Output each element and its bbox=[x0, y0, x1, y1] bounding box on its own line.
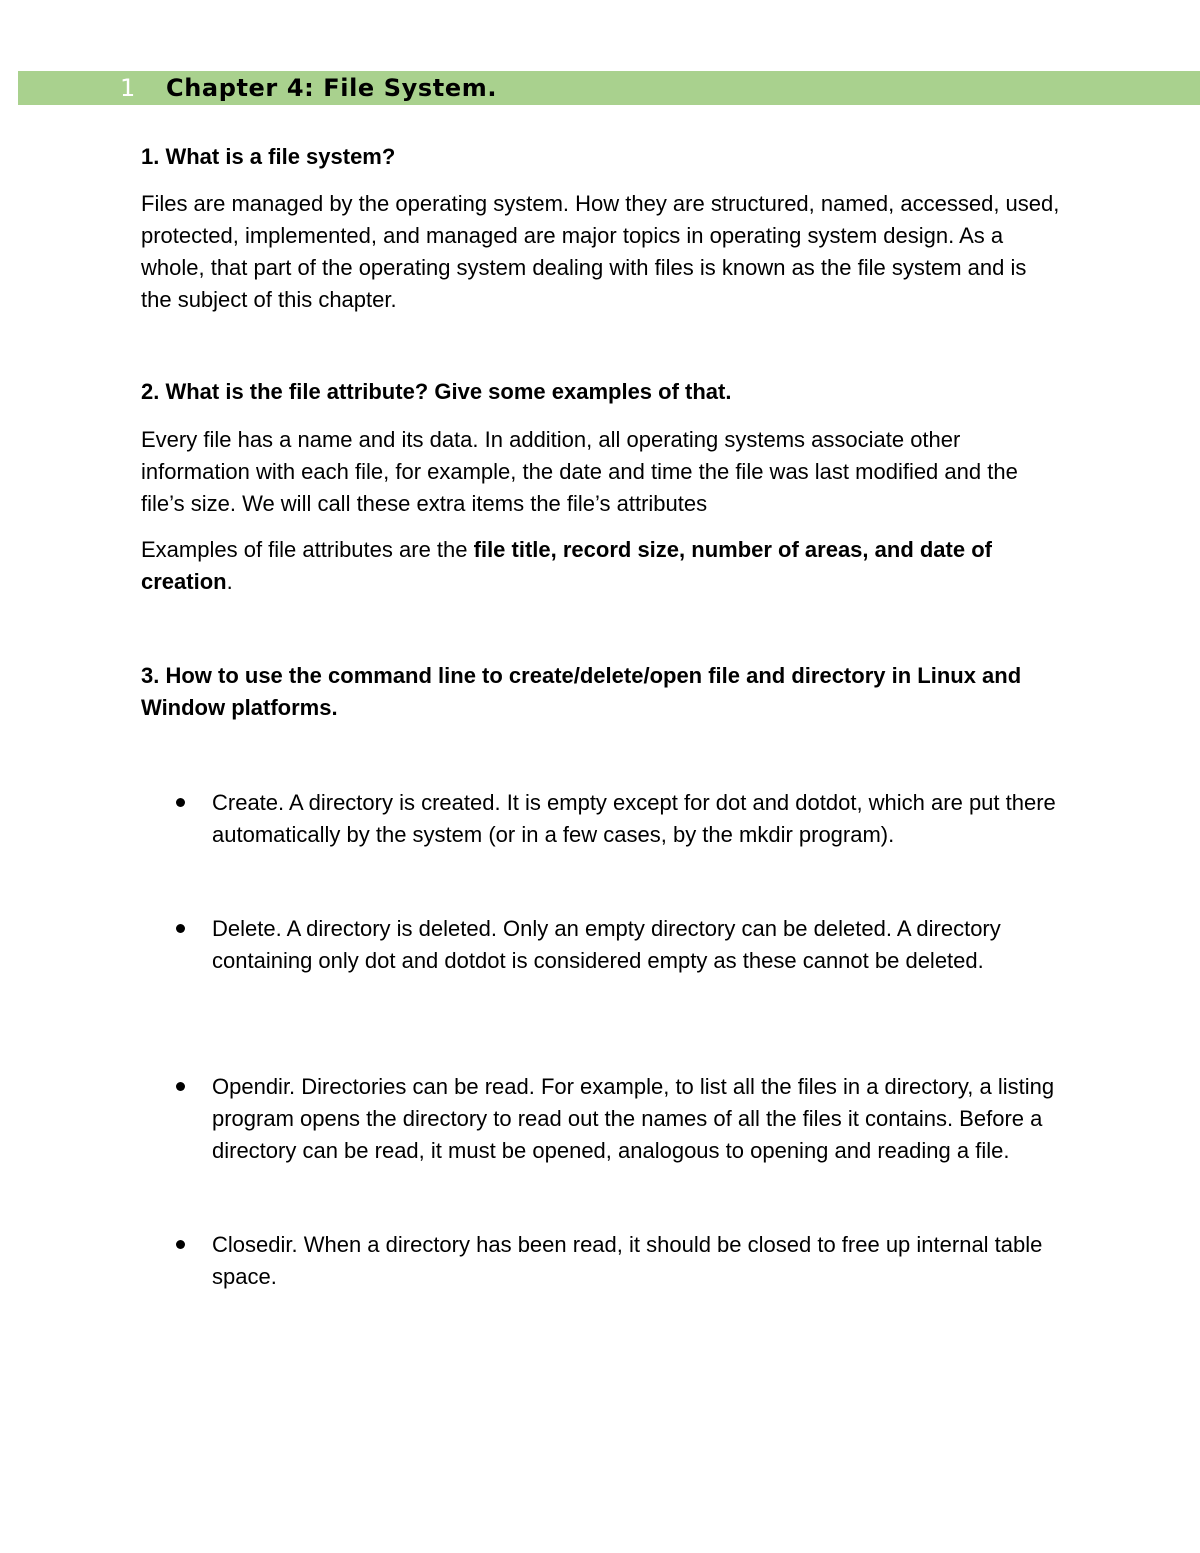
list-item-create bbox=[172, 787, 1062, 851]
list-item-delete bbox=[172, 913, 1062, 977]
examples-bold: file title, record size, number of areas, and date of creation bbox=[141, 537, 992, 594]
list-item-opendir bbox=[172, 1071, 1062, 1167]
heading-number: 1 bbox=[120, 74, 136, 102]
chapter-title: Chapter 4: File System. bbox=[166, 74, 498, 102]
bullet-icon bbox=[172, 787, 212, 851]
examples-suffix: . bbox=[226, 569, 233, 594]
question-2-title: 2. What is the file attribute? Give some examples of that. bbox=[141, 379, 732, 404]
question-3-title: 3. How to use the command line to create/delete/open file and directory in Linux and Window platforms. bbox=[141, 663, 1022, 720]
bullet-icon bbox=[172, 913, 212, 977]
list-item-text: Delete. A directory is deleted. Only an empty directory can be deleted. A directory containing only dot and dotdot is considered empty as these cannot be deleted. bbox=[212, 916, 1001, 973]
bullet-icon bbox=[172, 1229, 212, 1293]
list-item-text: Closedir. When a directory has been read, it should be closed to free up internal table space. bbox=[212, 1232, 1043, 1289]
list-item-text: Opendir. Directories can be read. For example, to list all the files in a directory, a listing program opens the directory to read out the names of all the files it contains. Before a directory can be read, it must be opened, analogous to opening and reading a file. bbox=[212, 1074, 1055, 1163]
question-1-title: 1. What is a file system? bbox=[141, 144, 396, 169]
bullet-icon bbox=[172, 1071, 212, 1167]
question-2-answer: Every file has a name and its data. In addition, all operating systems associate other information with each file, for example, the date and time the file was last modified and the file’s size. We will call these extra items the file’s attributes bbox=[141, 427, 1018, 516]
examples-prefix: Examples of file attributes are the bbox=[141, 537, 474, 562]
question-1-answer: Files are managed by the operating system. How they are structured, named, accessed, used, protected, implemented, and managed are major topics in operating system design. As a whole, that part of the operating system dealing with files is known as the file system and is the subject of this chapter. bbox=[141, 191, 1060, 312]
list-item-closedir bbox=[172, 1229, 1062, 1293]
list-item-text: Create. A directory is created. It is empty except for dot and dotdot, which are put there automatically by the system (or in a few cases, by the mkdir program). bbox=[212, 790, 1056, 847]
question-2-examples bbox=[141, 534, 1061, 598]
